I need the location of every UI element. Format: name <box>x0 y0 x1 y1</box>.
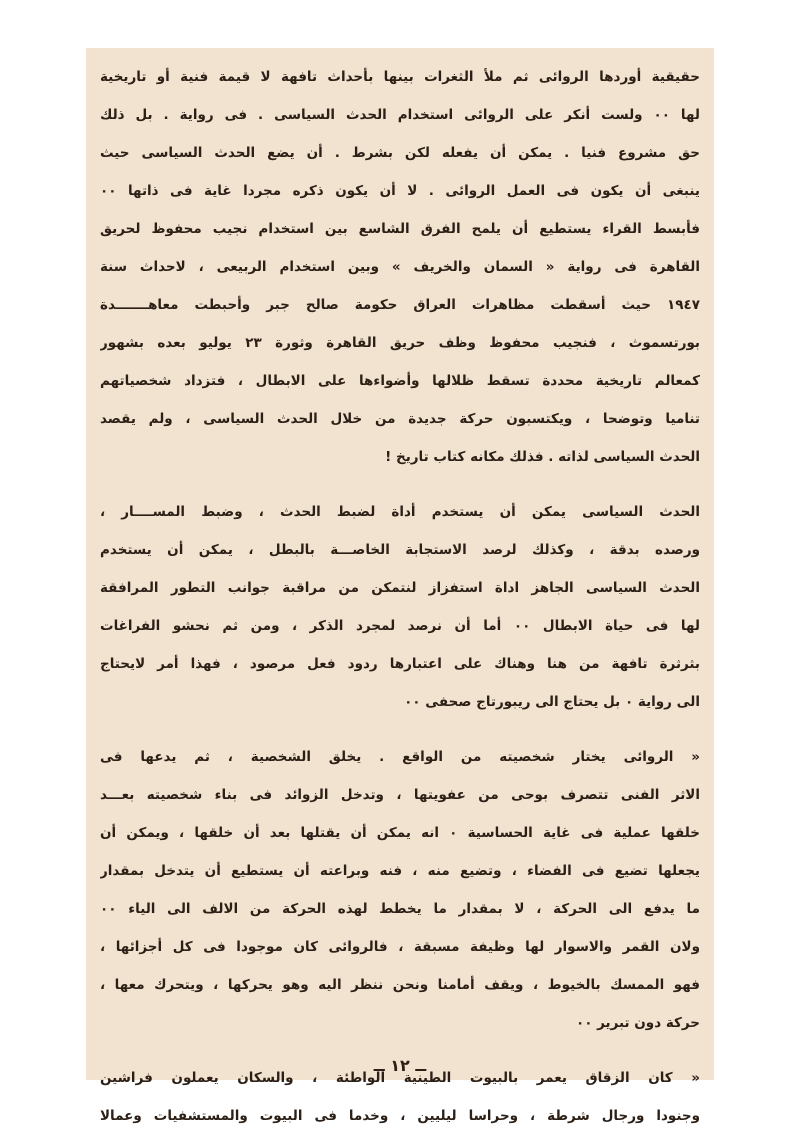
text-line: القاهرة فى رواية « السمان والخريف » وبين استخدام الربيعى ، لاحداث سنة <box>100 259 700 275</box>
text-line: حركة دون تبرير ٠٠ <box>575 1015 700 1031</box>
text-line: « الروائى يختار شخصيته من الواقع . يخلق الشخصية ، ثم يدعها فى <box>100 749 700 765</box>
text-line: كمعالم تاريخية محددة تسقط ظلالها وأضواءها على الابطال ، فتزداد شخصياتهم <box>100 373 700 389</box>
text-line: الحدث السياسى الجاهز اداة استفزاز لنتمكن من مراقبة جوانب التطور المرافقة <box>100 580 700 596</box>
book-page <box>86 48 714 1124</box>
text-line: ما يدفع الى الحركة ، لا بمقدار ما يخطط لهذه الحركة من الالف الى الياء ٠٠ <box>100 901 700 917</box>
text-line: ١٩٤٧ حيث أسقطت مظاهرات العراق حكومة صالح جبر وأحبطت معاهـــــــدة <box>100 297 700 313</box>
text-line: لها ٠٠ ولست أنكر على الروائى استخدام الحدث السياسى . فى رواية . بل ذلك <box>100 107 700 123</box>
text-line: تناميا وتوضحا ، ويكتسبون حركة جديدة من خلال الحدث السياسى ، ولم يقصد <box>100 411 700 427</box>
paragraph-gap <box>100 721 700 738</box>
page-number: ــ ١٢ ــ <box>373 1056 427 1075</box>
text-line: « كان الزقاق يعمر بالبيوت الطينية الواطئة ، والسكان يعملون فراشين <box>100 1070 700 1086</box>
text-line: الحدث السياسى لذاته . فذلك مكانه كتاب تاريخ ! <box>385 449 700 465</box>
text-line: بورتسموث ، فنجيب محفوظ وظف حريق القاهرة وثورة ٢٣ يوليو بعده بشهور <box>100 335 700 351</box>
text-line: ينبغى أن يكون فى العمل الروائى . لا أن يكون ذكره مجردا غاية فى ذاتها ٠٠ <box>100 183 700 199</box>
text-line: يجعلها تضيع فى الفضاء ، وتضيع منه ، فنه وبراعته أن يستطيع أن يتدخل بمقدار <box>100 863 700 879</box>
text-line: لها فى حياة الابطال ٠٠ أما أن نرصد لمجرد الذكر ، ومن ثم نحشو الفراغات <box>100 618 700 634</box>
paragraph-2 <box>100 493 700 721</box>
text-line: ولان القمر والاسوار لها وظيفة مسبقة ، فالروائى كان موجودا فى كل أجزائها ، <box>100 939 700 955</box>
text-line: الى رواية ٠ بل يحتاج الى ريبورتاج صحفى ٠٠ <box>404 694 700 710</box>
text-line: حق مشروع فنيا . يمكن أن يفعله لكن بشرط . أن يضع الحدث السياسى حيث <box>100 145 700 161</box>
text-line: فهو الممسك بالخيوط ، ويقف أمامنا ونحن ننظر اليه وهو يحركها ، ويتحرك معها ، <box>100 977 700 993</box>
text-line: بثرثرة تافهة من هنا وهناك على اعتبارها ردود فعل مرصود ، فهذا أمر لايحتاج <box>100 656 700 672</box>
text-line: الاثر الفنى تتصرف بوحى من عفويتها ، وتدخل الزوائد فى بناء شخصيته بعـــد <box>100 787 700 803</box>
text-line: وجنودا ورجال شرطة ، وحراسا ليليين ، وخدما فى البيوت والمستشفيات وعمالا <box>100 1108 700 1124</box>
text-line: فأبسط القراء يستطيع أن يلمح الفرق الشاسع بين استخدام نجيب محفوظ لحريق <box>100 221 700 237</box>
text-line: الحدث السياسى يمكن أن يستخدم أداة لضبط الحدث ، وضبط المســــار ، <box>100 504 700 520</box>
paragraph-3 <box>100 738 700 1042</box>
text-line: ورصده بدقة ، وكذلك لرصد الاستجابة الخاصـــة بالبطل ، يمكن أن يستخدم <box>100 542 700 558</box>
paragraph-gap <box>100 476 700 493</box>
text-line: خلقها عملية فى غاية الحساسية ٠ انه يمكن أن يقتلها بعد أن خلقها ، ويمكن أن <box>100 825 700 841</box>
text-line: حقيقية أوردها الروائى ثم ملأ الثغرات بينها بأحداث تافهة لا قيمة فنية أو تاريخية <box>100 69 700 85</box>
paragraph-1 <box>100 58 700 476</box>
